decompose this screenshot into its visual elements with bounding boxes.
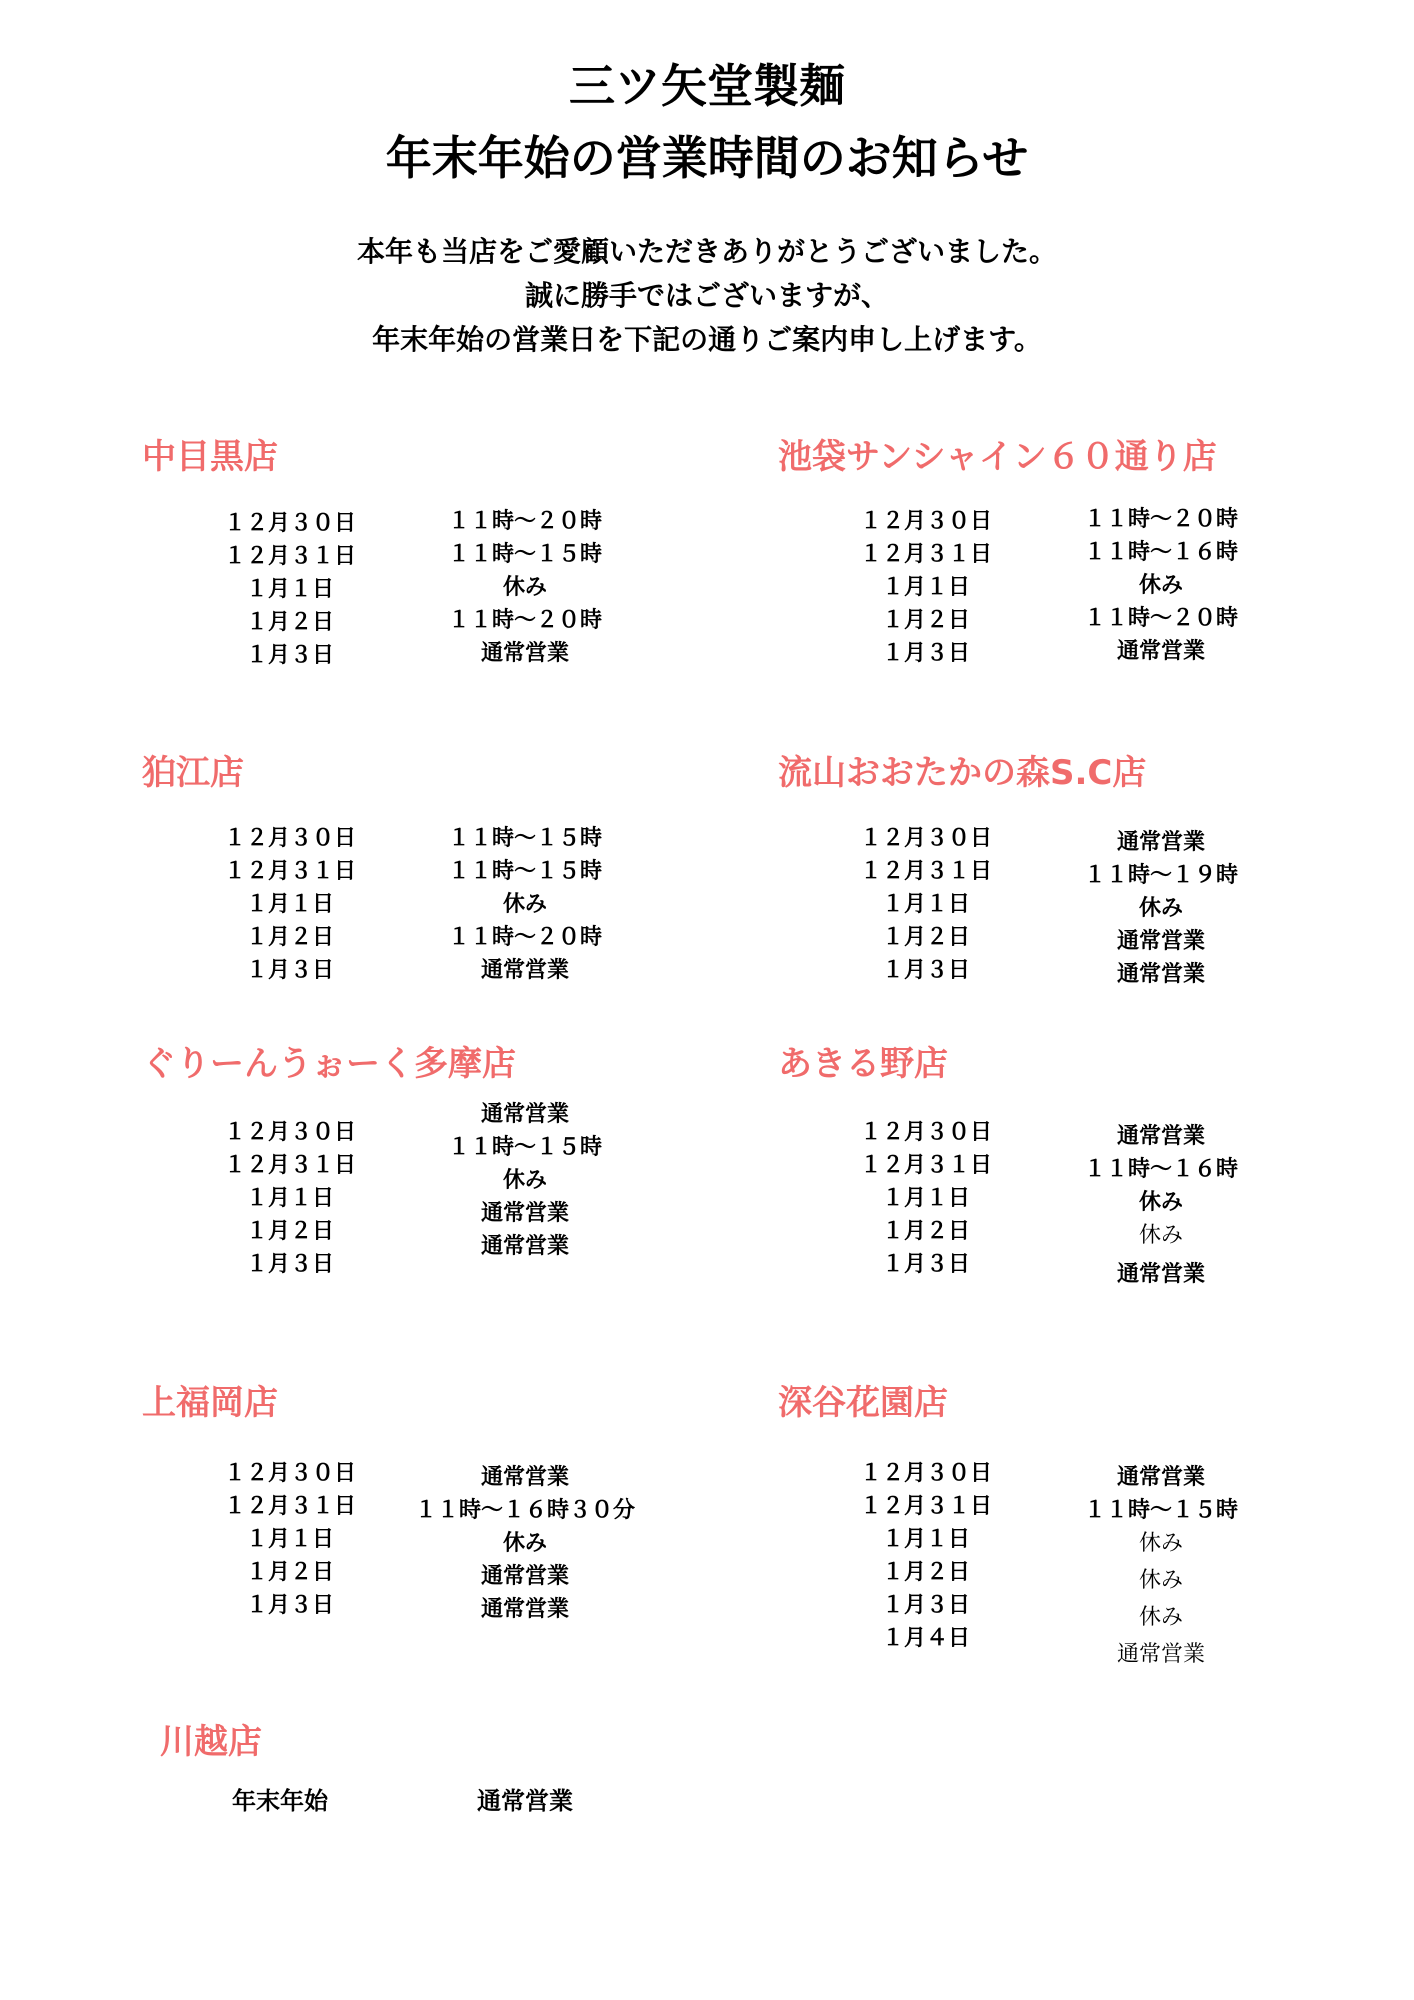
hours-cell: 休み bbox=[502, 575, 547, 600]
store-name-fukaya-hanazono: 深谷花園店 bbox=[778, 1383, 948, 1423]
date-cell: １月３日 bbox=[245, 1593, 334, 1618]
date-cell: １２月３０日 bbox=[859, 1120, 992, 1145]
hours-cell: 休み bbox=[502, 1168, 547, 1193]
date-cell: １２月３１日 bbox=[859, 1494, 992, 1519]
store-name-nagareyama: 流山おおたかの森S.C店 bbox=[778, 753, 1147, 793]
date-cell: １月２日 bbox=[245, 1560, 334, 1585]
dates-list bbox=[200, 1116, 380, 1281]
dates-list bbox=[200, 822, 380, 987]
store-name-nakameguro: 中目黒店 bbox=[142, 437, 278, 477]
dates-list bbox=[210, 1785, 350, 1818]
date-cell: １２月３０日 bbox=[223, 826, 356, 851]
date-cell: １月３日 bbox=[245, 958, 334, 983]
date-cell: １２月３１日 bbox=[859, 859, 992, 884]
hours-cell: １１時〜１９時 bbox=[1083, 863, 1238, 888]
hours-cell: 休み bbox=[1138, 896, 1183, 921]
date-cell: １月１日 bbox=[881, 892, 970, 917]
hours-cell: １１時〜２０時 bbox=[1083, 507, 1238, 532]
hours-cell: 休み bbox=[1138, 1190, 1183, 1215]
store-name-kawagoe: 川越店 bbox=[160, 1722, 262, 1762]
date-cell: １２月３０日 bbox=[859, 509, 992, 534]
hours-cell: １１時〜１５時 bbox=[447, 826, 602, 851]
dates-list bbox=[836, 1116, 1016, 1281]
date-cell: １２月３０日 bbox=[859, 826, 992, 851]
date-cell: １月１日 bbox=[881, 1527, 970, 1552]
hours-list bbox=[420, 822, 630, 987]
hours-cell: 通常営業 bbox=[477, 1787, 573, 1815]
hours-cell: 休み bbox=[1138, 1568, 1183, 1593]
intro-line: 誠に勝手ではございますが、 bbox=[524, 279, 889, 312]
date-cell: １月４日 bbox=[881, 1626, 970, 1651]
hours-list bbox=[1056, 1120, 1266, 1291]
hours-cell: 休み bbox=[502, 1531, 547, 1556]
date-cell: １２月３１日 bbox=[223, 859, 356, 884]
hours-cell: 通常営業 bbox=[1116, 929, 1205, 954]
date-cell: １月２日 bbox=[245, 925, 334, 950]
date-cell: １月１日 bbox=[245, 577, 334, 602]
date-cell: １月２日 bbox=[245, 1219, 334, 1244]
intro-line: 年末年始の営業日を下記の通りご案内申し上げます。 bbox=[372, 323, 1042, 356]
hours-cell: 休み bbox=[502, 892, 547, 917]
hours-cell: 通常営業 bbox=[480, 1201, 569, 1226]
hours-cell: 通常営業 bbox=[480, 1465, 569, 1490]
dates-list bbox=[836, 822, 1016, 987]
date-cell: １月１日 bbox=[881, 1186, 970, 1211]
store-name-komae: 狛江店 bbox=[142, 753, 244, 793]
hours-list bbox=[1056, 1461, 1266, 1671]
date-cell: １２月３０日 bbox=[223, 511, 356, 536]
hours-list bbox=[420, 505, 630, 670]
hours-cell: 通常営業 bbox=[1116, 1642, 1205, 1667]
hours-cell: 通常営業 bbox=[1116, 830, 1205, 855]
hours-cell: 通常営業 bbox=[480, 1597, 569, 1622]
date-cell: １月１日 bbox=[881, 575, 970, 600]
hours-cell: 通常営業 bbox=[1116, 1262, 1205, 1287]
date-cell: １月３日 bbox=[245, 1252, 334, 1277]
hours-cell: 通常営業 bbox=[480, 958, 569, 983]
date-cell: 年末年始 bbox=[232, 1787, 328, 1815]
date-cell: １月２日 bbox=[881, 1560, 970, 1585]
hours-cell: 通常営業 bbox=[480, 1564, 569, 1589]
date-cell: １月２日 bbox=[245, 610, 334, 635]
date-cell: １月２日 bbox=[881, 608, 970, 633]
store-name-kamifukuoka: 上福岡店 bbox=[142, 1383, 278, 1423]
hours-list bbox=[400, 1461, 650, 1626]
date-cell: １月１日 bbox=[245, 892, 334, 917]
hours-cell: １１時〜１６時３０分 bbox=[414, 1498, 635, 1523]
hours-list bbox=[1056, 503, 1266, 668]
store-name-greenwalk-tama: ぐりーんうぉーく多摩店 bbox=[142, 1044, 516, 1084]
hours-cell: １１時〜２０時 bbox=[1083, 606, 1238, 631]
hours-cell: １１時〜１６時 bbox=[1083, 1157, 1238, 1182]
hours-cell: 通常営業 bbox=[480, 641, 569, 666]
hours-cell: １１時〜２０時 bbox=[447, 608, 602, 633]
dates-list bbox=[836, 1457, 1016, 1655]
date-cell: １２月３１日 bbox=[859, 1153, 992, 1178]
date-cell: １月３日 bbox=[881, 1593, 970, 1618]
dates-list bbox=[200, 1457, 380, 1622]
date-cell: １２月３０日 bbox=[859, 1461, 992, 1486]
hours-cell: 通常営業 bbox=[1116, 639, 1205, 664]
hours-cell: 通常営業 bbox=[480, 1234, 569, 1259]
hours-list bbox=[420, 1785, 630, 1818]
hours-list bbox=[1056, 826, 1266, 991]
hours-cell: 休み bbox=[1138, 1531, 1183, 1556]
hours-cell: 休み bbox=[1138, 1605, 1183, 1630]
hours-cell: １１時〜１５時 bbox=[447, 1135, 602, 1160]
date-cell: １月１日 bbox=[245, 1186, 334, 1211]
date-cell: １２月３１日 bbox=[223, 1153, 356, 1178]
store-name-ikebukuro: 池袋サンシャイン６０通り店 bbox=[778, 437, 1217, 477]
date-cell: １月３日 bbox=[881, 1252, 970, 1277]
date-cell: １２月３１日 bbox=[223, 544, 356, 569]
hours-cell: 通常営業 bbox=[480, 1102, 569, 1127]
date-cell: １２月３０日 bbox=[223, 1120, 356, 1145]
hours-cell: 通常営業 bbox=[1116, 1465, 1205, 1490]
date-cell: １月２日 bbox=[881, 1219, 970, 1244]
hours-cell: 通常営業 bbox=[1116, 962, 1205, 987]
dates-list bbox=[836, 505, 1016, 670]
date-cell: １月２日 bbox=[881, 925, 970, 950]
hours-cell: 通常営業 bbox=[1116, 1124, 1205, 1149]
store-name-akiruno: あきる野店 bbox=[778, 1044, 948, 1084]
hours-cell: １１時〜２０時 bbox=[447, 925, 602, 950]
hours-cell: １１時〜１６時 bbox=[1083, 540, 1238, 565]
hours-cell: １１時〜１５時 bbox=[1083, 1498, 1238, 1523]
page-subtitle: 年末年始の営業時間のお知らせ bbox=[385, 131, 1029, 185]
intro-message bbox=[0, 230, 1414, 362]
hours-cell: 休み bbox=[1138, 573, 1183, 598]
date-cell: １２月３１日 bbox=[859, 542, 992, 567]
date-cell: １月３日 bbox=[881, 958, 970, 983]
hours-cell: 休み bbox=[1138, 1223, 1183, 1248]
date-cell: １月３日 bbox=[245, 643, 334, 668]
date-cell: １２月３１日 bbox=[223, 1494, 356, 1519]
hours-list bbox=[420, 1098, 630, 1263]
page-title: 三ツ矢堂製麺 bbox=[569, 59, 845, 113]
hours-cell: １１時〜１５時 bbox=[447, 859, 602, 884]
dates-list bbox=[200, 507, 380, 672]
date-cell: １月３日 bbox=[881, 641, 970, 666]
intro-line: 本年も当店をご愛顧いただきありがとうございました。 bbox=[356, 235, 1057, 268]
hours-cell: １１時〜１５時 bbox=[447, 542, 602, 567]
hours-cell: １１時〜２０時 bbox=[447, 509, 602, 534]
date-cell: １月１日 bbox=[245, 1527, 334, 1552]
date-cell: １２月３０日 bbox=[223, 1461, 356, 1486]
